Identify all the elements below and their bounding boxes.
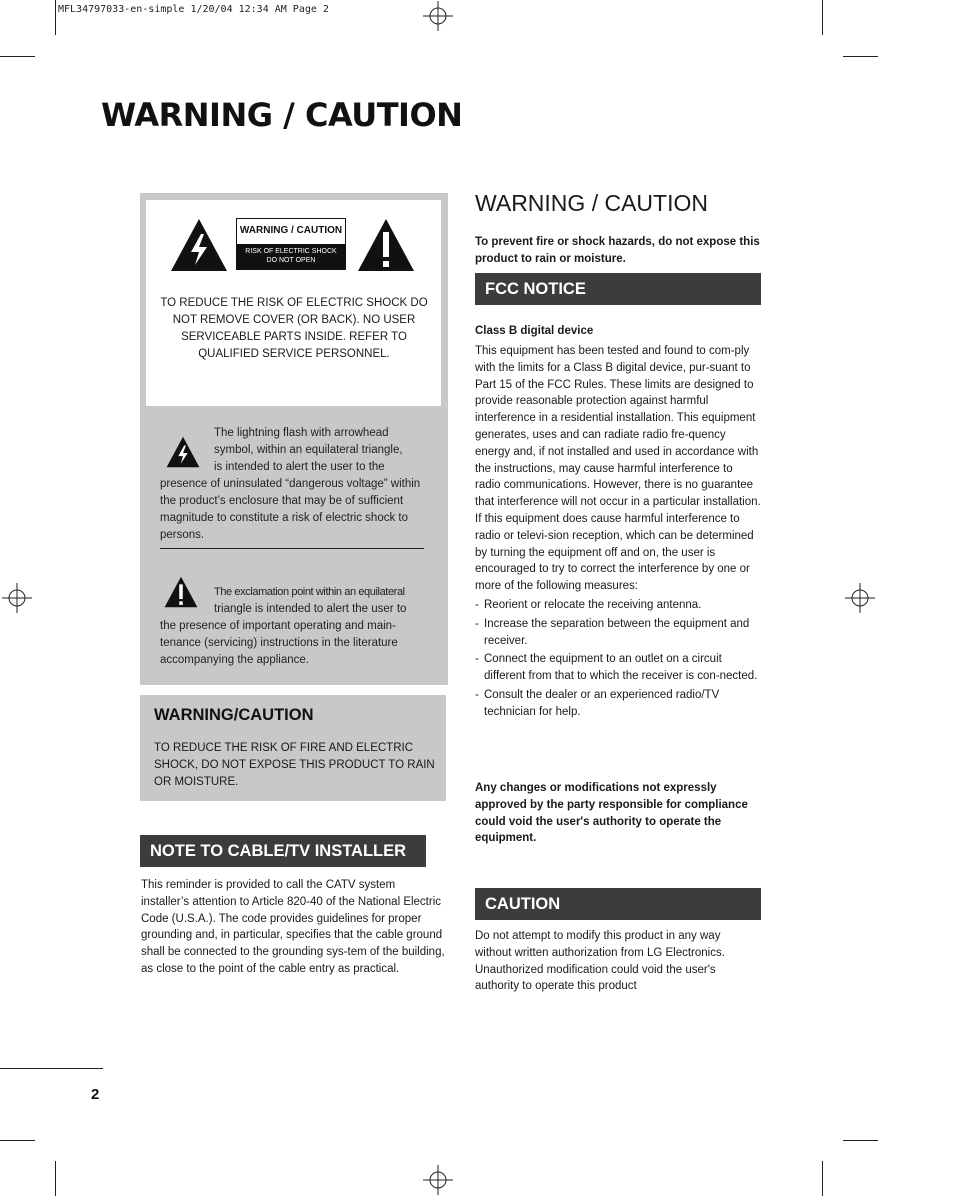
section-title: WARNING / CAUTION [475,190,708,216]
crop-mark [822,0,823,35]
list-item-text: Connect the equipment to an outlet on a circuit different from that to which the receiver is con-nected. [484,653,758,683]
caution-text: Do not attempt to modify this product in any way without written authorization from LG Electronics. Unauthorized modification could void the user's authority to operate this product [475,930,725,993]
list-dash: - [475,617,479,630]
fcc-measures-list [475,597,761,721]
list-item [475,597,761,614]
printer-header: MFL34797033-en-simple 1/20/04 12:34 AM Page 2 [58,4,329,15]
registration-mark-icon [2,583,32,613]
crop-mark [0,1140,35,1141]
text-rest: the presence of important operating and main-tenance (servicing) instructions in the literature accompanying the appliance. [160,620,398,666]
shock-warning-text: TO REDUCE THE RISK OF ELECTRIC SHOCK DO NOT REMOVE COVER (OR BACK). NO USER SERVICEABLE PARTS INSIDE. REFER TO QUALIFIED SERVICE PERSONNEL. [160,297,428,360]
crop-mark [55,1161,56,1196]
lightning-triangle-icon [170,218,228,272]
installer-text: This reminder is provided to call the CATV system installer’s attention to Article 820-40 of the National Electric Code (U.S.A.). The code provides guidelines for proper grounding and, in particular, specifies that the cable ground shall be connected to the grounding sys-tem of the building, as close to the point of the cable entry as practical. [141,879,445,975]
list-dash: - [475,653,479,666]
page-title: WARNING / CAUTION [101,96,463,134]
exclamation-explanation [160,584,432,669]
fcc-body [475,343,761,721]
crop-mark [55,0,56,35]
modifications-notice: Any changes or modifications not expressly approved by the party responsible for compliance could void the user's authority to operate the equipment. [475,782,748,845]
divider [160,548,424,549]
registration-mark-icon [423,1165,453,1195]
warning-caution-text: TO REDUCE THE RISK OF FIRE AND ELECTRIC SHOCK, DO NOT EXPOSE THIS PRODUCT TO RAIN OR MOISTURE. [154,742,435,788]
text-line: is intended to alert the user to the [214,461,385,473]
text-line: triangle is intended to alert the user to [214,603,407,615]
list-item [475,687,761,721]
caution-heading: CAUTION [475,888,761,920]
fcc-subheading: Class B digital device [475,325,594,337]
label-line: DO NOT OPEN [266,257,316,264]
list-dash: - [475,598,479,611]
fcc-heading: FCC NOTICE [475,273,761,305]
warning-symbols-row [170,218,415,272]
list-item [475,651,761,685]
intro-text: To prevent fire or shock hazards, do not expose this product to rain or moisture. [475,236,760,265]
warning-caution-label [236,218,346,270]
text-line: symbol, within an equilateral triangle, [214,444,403,456]
list-item [475,616,761,650]
label-line: RISK OF ELECTRIC SHOCK [245,248,337,255]
text-line: The lightning flash with arrowhead [214,427,389,439]
list-item-text: Consult the dealer or an experienced radio/TV technician for help. [484,688,720,718]
page-number: 2 [91,1086,100,1103]
exclamation-triangle-icon [357,218,415,272]
text-rest: presence of uninsulated “dangerous voltage” within the product’s enclosure that may be of sufficient magnitude to constitute a risk of electric shock to persons. [160,478,421,541]
installer-heading: NOTE TO CABLE/TV INSTALLER [140,835,426,867]
label-subtext [237,244,345,269]
warning-caution-title: WARNING/CAUTION [154,706,314,724]
fcc-text: This equipment has been tested and found to com-ply with the limits for a Class B digital device, pur-suant to Part 15 of the FCC Rules. These limits are designed to provide reasonable protection against harmful interference in a residential installation. This equipment generates, uses and can radiate radio fre-quency energy and, if not installed and used in accordance with the instructions, may cause harmful interference to radio communications. However, there is no guarantee that interference will not occur in a particular installation. If this equipment does cause harmful interference to radio or televi-sion reception, which can be determined by turning the equipment off and on, the user is encouraged to try to correct the interference by one or more of the following measures: [475,345,761,593]
list-item-text: Increase the separation between the equipment and receiver. [484,617,750,647]
list-item-text: Reorient or relocate the receiving antenna. [484,598,702,611]
text-line: The exclamation point within an equilateral [214,586,405,598]
page-rule [0,1068,103,1069]
registration-mark-icon [423,1,453,31]
label-title: WARNING / CAUTION [239,225,343,236]
crop-mark [0,56,35,57]
list-dash: - [475,688,479,701]
lightning-explanation [160,425,430,544]
crop-mark [843,56,878,57]
crop-mark [843,1140,878,1141]
registration-mark-icon [845,583,875,613]
crop-mark [822,1161,823,1196]
